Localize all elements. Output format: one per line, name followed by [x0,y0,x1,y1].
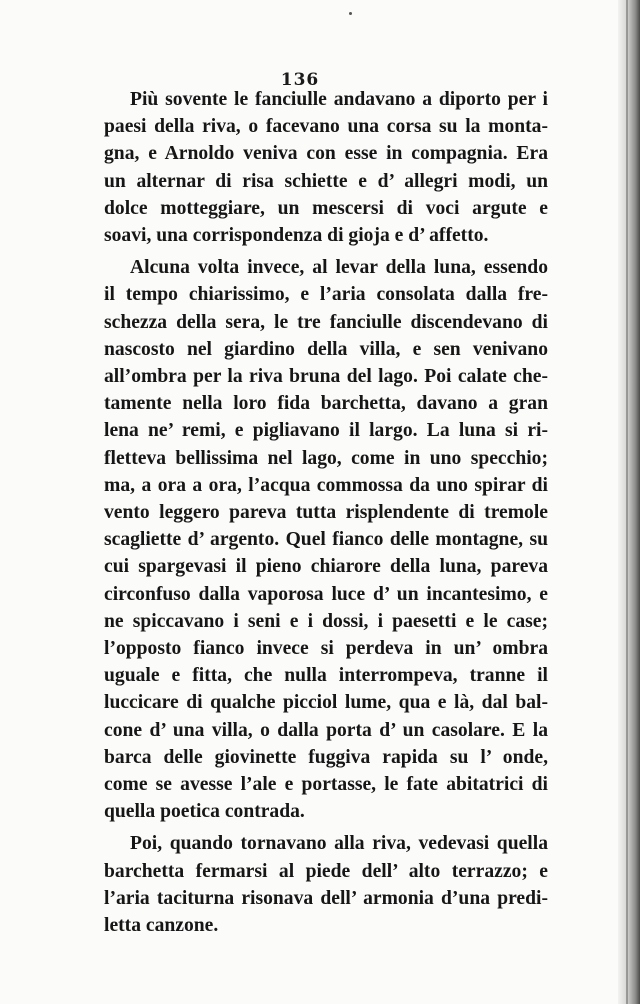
text-line: lena ne’ remi, e pigliavano il largo. La luna si ri- [104,420,548,442]
page-number: 136 [280,70,320,90]
text-line: ma, a ora a ora, l’acqua commossa da uno spirar di [104,474,548,496]
page-edge-line [626,0,628,1004]
ink-speck [349,12,352,15]
text-line: all’ombra per la riva bruna del lago. Poi calate che- [104,366,548,388]
text-line: circonfuso dalla vaporosa luce d’ un incantesimo, e [104,583,548,605]
paragraph-1 [104,86,548,249]
text-line: cone d’ una villa, o dalla porta d’ un casolare. E la [104,719,548,741]
text-line: tamente nella loro fida barchetta, davano a gran [104,393,548,415]
text-line: barchetta fermarsi al piede dell’ alto terrazzo; e [104,860,548,882]
body-text [104,86,548,944]
text-line: fletteva bellissima nel lago, come in uno specchio; [104,447,548,469]
text-line: paesi della riva, o facevano una corsa su la monta- [104,116,548,138]
text-line: il tempo chiarissimo, e l’aria consolata dalla fre- [104,284,548,306]
text-line: dolce motteggiare, un mescersi di voci argute e [104,197,548,219]
text-line: l’aria taciturna risonava dell’ armonia d’una predi- [104,887,548,909]
text-line: vento leggero pareva tutta risplendente di tremole [104,502,548,524]
text-line: Più sovente le fanciulle andavano a diporto per i [130,89,548,110]
text-line: come se avesse l’ale e portasse, le fate abitatrici di [104,774,548,796]
text-line: gna, e Arnoldo veniva con esse in compagnia. Era [104,143,548,165]
text-line: cui spargevasi il pieno chiarore della luna, pareva [104,556,548,578]
text-line: barca delle giovinette fuggiva rapida su l’ onde, [104,746,548,768]
text-line: soavi, una corrispondenza di gioja e d’ affetto. [104,225,489,247]
paragraph-3 [104,830,548,939]
text-line: schezza della sera, le tre fanciulle discendevano di [104,311,548,333]
paragraph-2 [104,254,548,825]
text-line: luccicare di qualche picciol lume, qua e là, dal bal- [104,692,548,714]
text-line: un alternar di risa schiette e d’ allegri modi, un [104,170,548,192]
text-line: uguale e fitta, che nulla interrompeva, tranne il [104,665,548,687]
text-line: l’opposto fianco invece si perdeva in un’ ombra [104,638,548,660]
text-line: Alcuna volta invece, al levar della luna, essendo [130,257,548,279]
text-line: ne spiccavano i seni e i dossi, i paesetti e le case; [104,610,548,632]
text-line: quella poetica contrada. [104,801,305,823]
text-line: scagliette d’ argento. Quel fianco delle montagne, su [104,529,548,551]
page-edge-shadow [618,0,640,1004]
text-line: nascosto nel giardino della villa, e sen venivano [104,338,548,360]
text-line: Poi, quando tornavano alla riva, vedevasi quella [130,833,548,855]
text-line: letta canzone. [104,915,219,937]
